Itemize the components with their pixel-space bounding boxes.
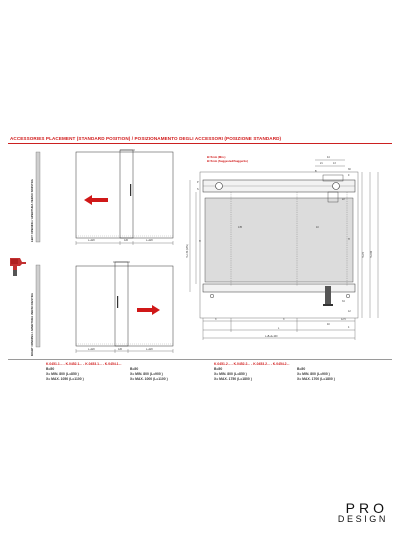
top-dim-30: 30 [348,168,351,171]
bottom-dim-x1: X [215,318,217,321]
brand-logo [338,502,388,524]
left-opening-drawing [36,150,173,245]
h-label-3: H+170 (MIN) [186,244,189,258]
inner-dim-34: 34 [342,300,345,303]
bottom-dim-total: L+B+2+100 [265,335,278,338]
bottom-dim-l: L [278,327,280,330]
inner-dim-10: 10 [316,226,319,229]
bottom-dim-4: 4 [348,326,350,329]
section-drawing [190,160,378,340]
legend-line-1: B=5mm (Min.) [207,155,226,159]
bottom-dim-125: 12.5 [341,318,346,321]
page-title: ACCESSORIES PLACEMENT (STANDARD POSITION) / POSIZIONAMENTO DEGLI ACCESSORI (POSIZIONE STANDARD) [10,136,282,141]
section-legend [207,155,248,163]
spec-block-3 [214,362,289,382]
side-dim-h: H [199,240,201,243]
legend-line-2: B=5mm (Suggested/Suggerito) [207,159,248,164]
top-dim-9: 9 [348,174,350,177]
spec-rule [8,359,392,360]
left-opening-label: LEFT OPENING / APERTURA VERSO SINISTRA [30,179,34,242]
top-dim-21: 21 [320,162,323,165]
spec-3-line-3: X= MAX. 1750 (L=1800 ) [214,377,252,381]
spec-block-4 [297,367,335,382]
top-dim-13: 13 [333,162,336,165]
right-dim-3: L+120 [146,348,153,351]
right-dim-2: 120 [118,348,122,351]
side-dim-p: P [197,181,199,184]
logo-line-2: DESIGN [337,514,388,524]
arrow-right-icon [137,305,160,315]
spec-block-2 [130,367,168,382]
top-dim-b: B [315,170,317,173]
spec-3-line-2: X= MIN. 800 (L=850 ) [214,372,247,376]
bottom-dim-x2: X [283,318,285,321]
arrow-left-icon [84,195,108,205]
inner-dim-h: H [348,238,350,241]
left-dim-2: 120 [124,239,128,242]
inner-dim-135: 135 [238,226,242,229]
spec-2-line-2: X= MIN. 800 (L=900 ) [130,372,163,376]
spec-4-line-2: X= MIN. 800 (L=900 ) [297,372,330,376]
spec-block-1 [46,362,121,382]
top-dim-22: 22 [342,198,345,201]
bottom-dim-40: 40 [327,323,330,326]
spec-1-line-3: X= MAX. 1050 (L=1100 ) [46,377,84,381]
right-dim-1: L+120 [88,348,95,351]
drill-icon [10,258,26,276]
right-opening-label: RIGHT OPENING / APERTURA VERSO DESTRA [30,293,34,356]
side-dim-s: S [197,188,199,191]
spec-2-line-1: B=50 [130,367,139,371]
spec-heading-1: K.0451.1... - K.0452.1... - K.0453.1... - K.0454.1... [46,362,122,366]
spec-4-line-3: X= MAX. 1700 (L=1800 ) [297,377,335,381]
left-dim-3: L+120 [146,239,153,242]
top-dim-44: 44 [327,156,330,159]
spec-heading-3: K.0451.2... - K.0452.2... - K.0453.2... - K.0454.2... [214,362,290,366]
spec-4-line-1: B=50 [297,367,306,371]
spec-1-line-2: X= MIN. 800 (L=850 ) [46,372,79,376]
h-label-2: H+190 [370,250,373,258]
inner-dim-12: 12 [348,310,351,313]
spec-2-line-3: X= MAX. 1000 (L=1100 ) [130,377,168,381]
spec-3-line-1: B=50 [214,367,223,371]
logo-line-1: PRO [345,500,388,516]
spec-1-line-1: B=50 [46,367,55,371]
left-dim-1: L+120 [88,239,95,242]
h-label-1: H+70 [362,252,365,258]
